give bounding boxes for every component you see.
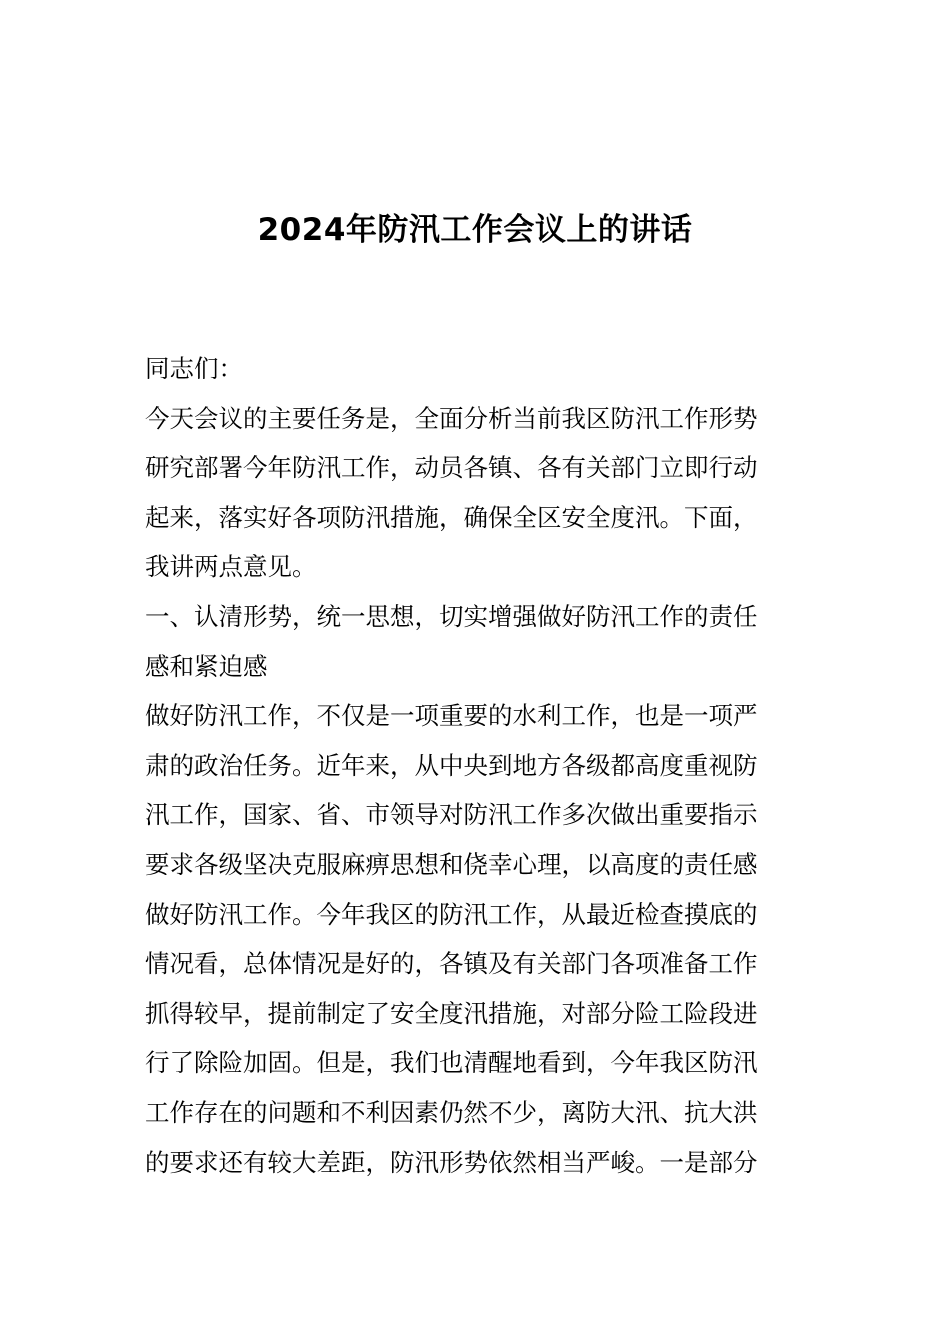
body-line: 肃的政治任务。近年来，从中央到地方各级都高度重视防 [145,750,758,780]
body-line: 抓得较早，提前制定了安全度汛措施，对部分险工险段进 [145,998,758,1028]
document-title: 2024年防汛工作会议上的讲话 [257,212,693,248]
body-line: 要求各级坚决克服麻痹思想和侥幸心理，以高度的责任感 [145,849,758,879]
section-heading-line: 一、认清形势，统一思想，切实增强做好防汛工作的责任 [145,601,758,631]
body-line: 行了除险加固。但是，我们也清醒地看到，今年我区防汛 [145,1048,758,1078]
body-line: 我讲两点意见。 [145,552,317,582]
body-line: 汛工作，国家、省、市领导对防汛工作多次做出重要指示 [145,800,758,830]
body-line: 今天会议的主要任务是，全面分析当前我区防汛工作形势 [145,403,758,433]
body-line: 工作存在的问题和不利因素仍然不少，离防大汛、抗大洪 [145,1097,758,1127]
salutation-line: 同志们： [145,354,243,383]
section-heading-line: 感和紧迫感 [145,651,268,681]
body-line: 起来，落实好各项防汛措施，确保全区安全度汛。下面， [145,502,758,532]
body-line: 的要求还有较大差距，防汛形势依然相当严峻。一是部分 [145,1147,758,1177]
body-line: 研究部署今年防汛工作，动员各镇、各有关部门立即行动 [145,453,758,483]
body-line: 做好防汛工作，不仅是一项重要的水利工作，也是一项严 [145,701,758,731]
body-line: 做好防汛工作。今年我区的防汛工作，从最近检查摸底的 [145,899,758,929]
body-line: 情况看，总体情况是好的，各镇及有关部门各项准备工作 [145,949,758,979]
document-body [145,344,810,1187]
